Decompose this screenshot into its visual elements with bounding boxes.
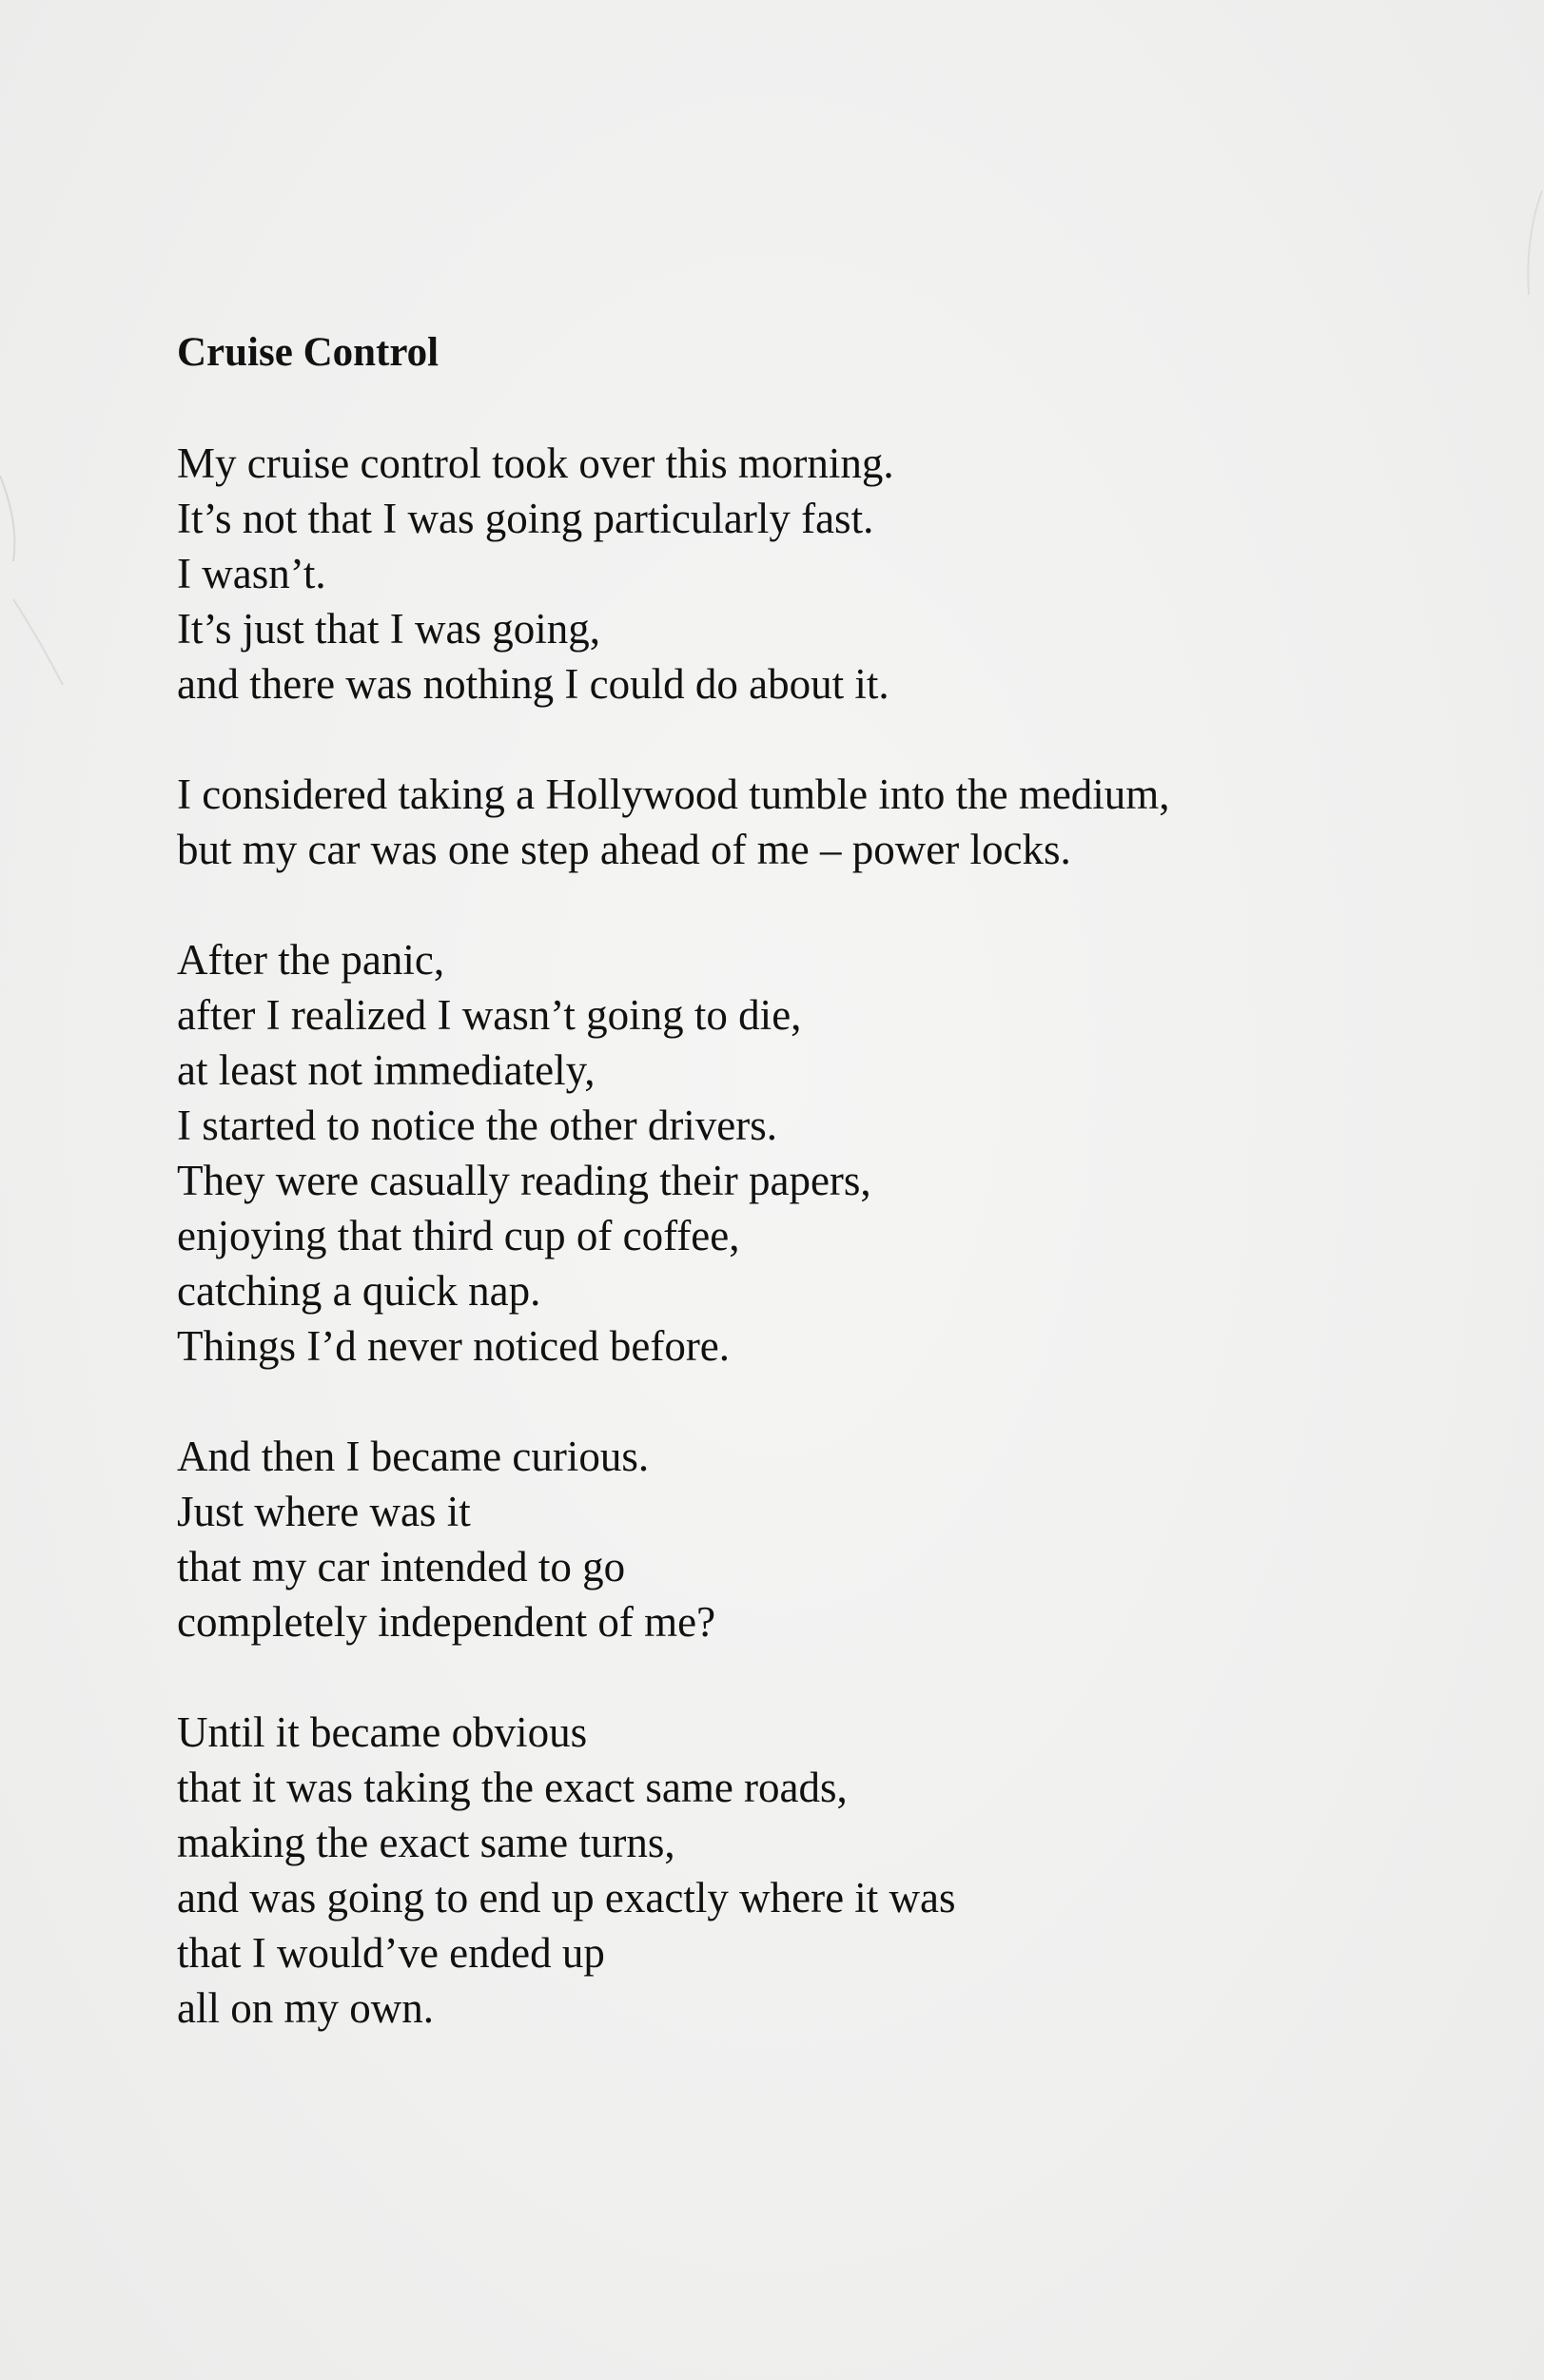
poem-line: catching a quick nap. xyxy=(177,1267,541,1315)
poem-line: and was going to end up exactly where it was xyxy=(177,1874,956,1922)
poem-line: I started to notice the other drivers. xyxy=(177,1102,778,1149)
poem-title: Cruise Control xyxy=(177,330,440,375)
stanza-4 xyxy=(177,1429,1414,1649)
poem-line: enjoying that third cup of coffee, xyxy=(177,1212,740,1259)
poem-line: Just where was it xyxy=(177,1488,471,1535)
poem-line: I considered taking a Hollywood tumble into the medium, xyxy=(177,771,1170,818)
stanza-5 xyxy=(177,1705,1414,2036)
stanza-3 xyxy=(177,932,1414,1374)
poem-line: completely independent of me? xyxy=(177,1598,716,1646)
poem-line: After the panic, xyxy=(177,936,445,984)
poem-line: It’s not that I was going particularly fast. xyxy=(177,495,874,542)
poem-line: that it was taking the exact same roads, xyxy=(177,1764,848,1811)
poem-line: at least not immediately, xyxy=(177,1046,596,1094)
poem-line: Things I’d never noticed before. xyxy=(177,1322,731,1370)
poem-line: but my car was one step ahead of me – power locks. xyxy=(177,826,1071,873)
poem-line: Until it became obvious xyxy=(177,1708,588,1756)
paper-crease-left xyxy=(0,447,67,694)
poem-line: after I realized I wasn’t going to die, xyxy=(177,991,802,1039)
poem xyxy=(177,325,1414,2091)
poem-line: making the exact same turns, xyxy=(177,1819,675,1866)
poem-line: My cruise control took over this morning. xyxy=(177,439,894,487)
stanza-2 xyxy=(177,767,1414,877)
poem-line: And then I became curious. xyxy=(177,1433,650,1480)
poem-line: and there was nothing I could do about it. xyxy=(177,660,889,708)
poem-line: that my car intended to go xyxy=(177,1543,626,1590)
poem-line: It’s just that I was going, xyxy=(177,605,600,653)
stanza-1 xyxy=(177,436,1414,712)
poem-line: They were casually reading their papers, xyxy=(177,1157,871,1204)
paper-crease-right xyxy=(1496,190,1544,304)
poem-line: all on my own. xyxy=(177,1984,434,2032)
poem-line: I wasn’t. xyxy=(177,550,326,597)
poem-line: that I would’ve ended up xyxy=(177,1929,605,1977)
